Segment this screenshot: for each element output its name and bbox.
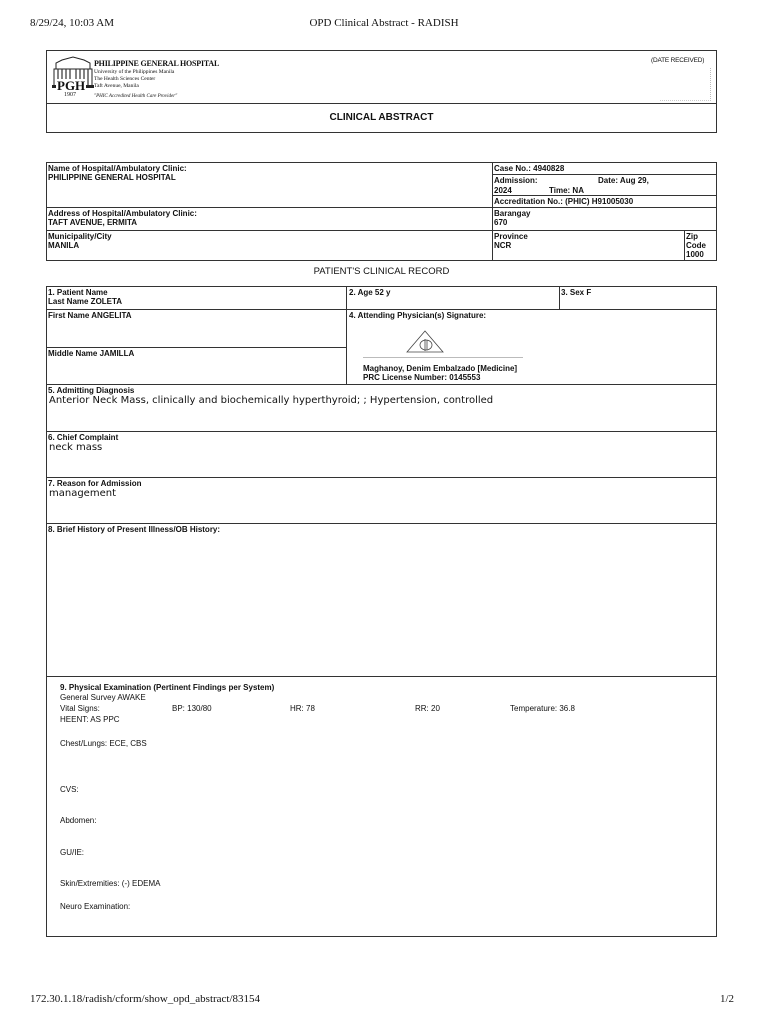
province-value: NCR [494, 241, 512, 250]
pgh-logo-year: 1907 [64, 92, 76, 98]
municipality-value: MANILA [48, 241, 80, 250]
zip-label-1: Zip [686, 232, 698, 241]
date-received-stamp-area [660, 68, 711, 101]
vital-signs-label: Vital Signs: [60, 704, 100, 713]
chief-complaint-value: neck mass [49, 442, 103, 453]
form-title: CLINICAL ABSTRACT [329, 112, 434, 123]
skin-extremities: Skin/Extremities: (-) EDEMA [60, 879, 161, 888]
print-url: 172.30.1.18/radish/cform/show_opd_abstract/83154 [30, 993, 261, 1005]
history-label: 8. Brief History of Present Illness/OB History: [48, 525, 221, 534]
province-label: Province [494, 232, 528, 241]
admitting-diagnosis-label: 5. Admitting Diagnosis [48, 386, 135, 395]
physician-signature-label: 4. Attending Physician(s) Signature: [349, 311, 487, 320]
chest-lungs: Chest/Lungs: ECE, CBS [60, 739, 147, 748]
admission-time: Time: NA [549, 186, 584, 195]
temperature: Temperature: 36.8 [510, 704, 575, 713]
barangay-value: 670 [494, 218, 508, 227]
zip-value: 1000 [686, 250, 704, 259]
pgh-logo-text: PGH [57, 78, 86, 93]
barangay-label: Barangay [494, 209, 531, 218]
chief-complaint-label: 6. Chief Complaint [48, 433, 119, 442]
blood-pressure: BP: 130/80 [172, 704, 212, 713]
heent: HEENT: AS PPC [60, 715, 120, 724]
admitting-diagnosis-value: Anterior Neck Mass, clinically and biochemically hyperthyroid; ; Hypertension, controlled [49, 395, 494, 406]
gu-ie: GU/IE: [60, 848, 85, 857]
hospital-name: PHILIPPINE GENERAL HOSPITAL [94, 59, 220, 68]
pgh-logo [52, 55, 94, 99]
last-name: Last Name ZOLETA [48, 297, 123, 306]
physician-name: Maghanoy, Denim Embalzado [Medicine] [363, 364, 518, 373]
municipality-label: Municipality/City [48, 232, 112, 241]
admission-year: 2024 [494, 186, 512, 195]
cvs: CVS: [60, 785, 79, 794]
zip-label-2: Code [686, 241, 706, 250]
patient-name-label: 1. Patient Name [48, 288, 108, 297]
admission-label: Admission: [494, 176, 538, 185]
respiratory-rate: RR: 20 [415, 704, 440, 713]
signature-line [363, 357, 523, 358]
heart-rate: HR: 78 [290, 704, 315, 713]
date-received-label: (DATE RECEIVED) [651, 57, 705, 64]
prc-license-number: PRC License Number: 0145553 [363, 373, 481, 382]
physician-signature-image [405, 328, 445, 356]
hospital-line-1: University of the Philippines Manila [94, 69, 175, 75]
print-datetime: 8/29/24, 10:03 AM [30, 17, 115, 29]
physical-exam-label: 9. Physical Examination (Pertinent Findings per System) [60, 683, 275, 692]
reason-admission-label: 7. Reason for Admission [48, 479, 142, 488]
case-number: Case No.: 4940828 [494, 164, 565, 173]
admission-date: Date: Aug 29, [598, 176, 649, 185]
hospital-name-label: Name of Hospital/Ambulatory Clinic: [48, 164, 187, 173]
print-title: OPD Clinical Abstract - RADISH [309, 17, 459, 29]
clinical-record-title: PATIENT'S CLINICAL RECORD [313, 266, 450, 277]
hospital-line-2: The Health Sciences Center [94, 76, 156, 82]
reason-admission-value: management [49, 488, 116, 499]
age: 2. Age 52 y [349, 288, 391, 297]
general-survey: General Survey AWAKE [60, 693, 146, 702]
first-name: First Name ANGELITA [48, 311, 132, 320]
address-label: Address of Hospital/Ambulatory Clinic: [48, 209, 197, 218]
middle-name: Middle Name JAMILLA [48, 349, 135, 358]
neuro-examination: Neuro Examination: [60, 902, 131, 911]
hospital-name-value: PHILIPPINE GENERAL HOSPITAL [48, 173, 176, 182]
accreditation-number: Accreditation No.: (PHIC) H91005030 [494, 197, 634, 206]
hospital-line-4: "PHIC Accredited Health Care Provider" [94, 94, 178, 99]
sex: 3. Sex F [561, 288, 592, 297]
page-number: 1/2 [720, 993, 735, 1005]
hospital-line-3: Taft Avenue, Manila [94, 83, 139, 89]
abdomen: Abdomen: [60, 816, 97, 825]
address-value: TAFT AVENUE, ERMITA [48, 218, 138, 227]
